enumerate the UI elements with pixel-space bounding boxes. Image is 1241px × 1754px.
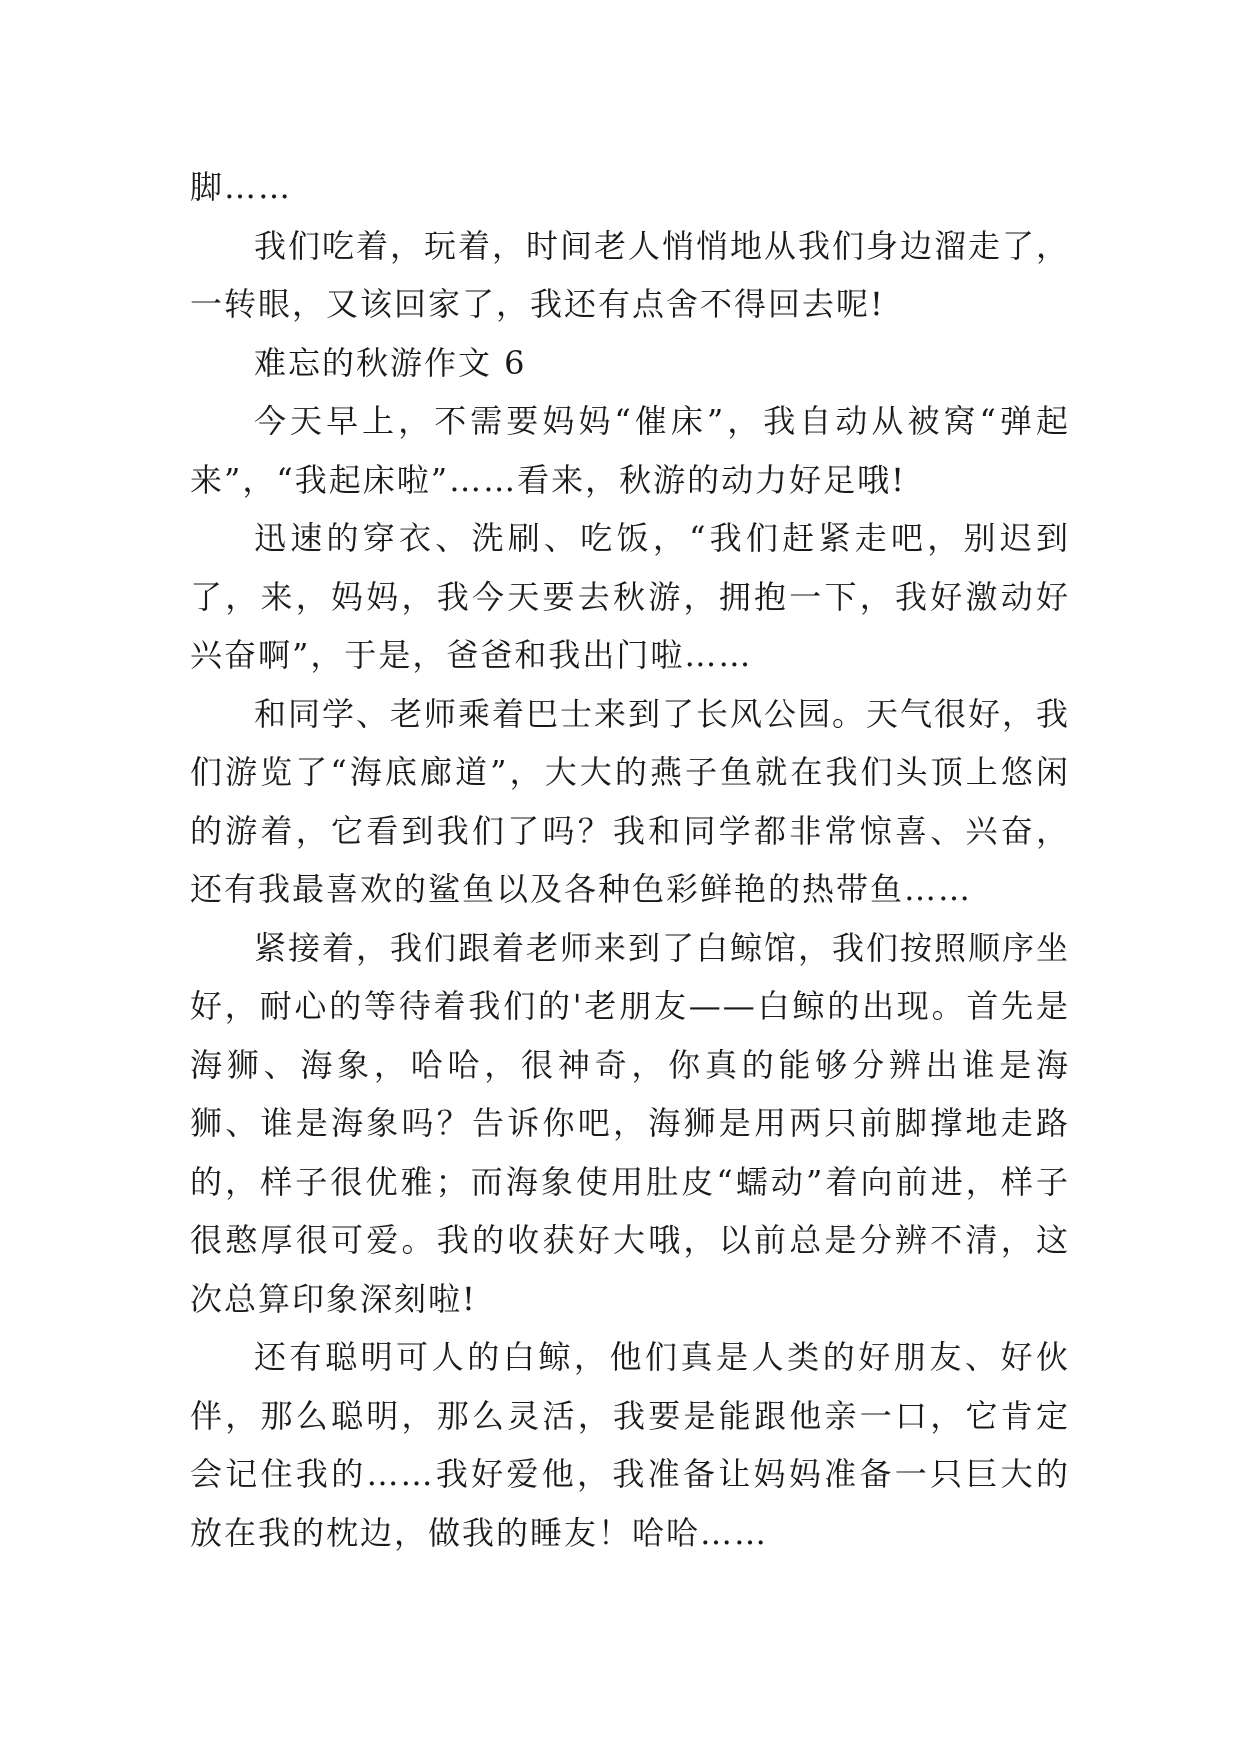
paragraph: 脚…… [190, 168, 293, 206]
document-body [190, 158, 1070, 1562]
paragraph: 和同学、老师乘着巴士来到了长风公园。天气很好，我们游览了“海底廊道”，大大的燕子鱼就在我们头顶上悠闲的游着，它看到我们了吗？我和同学都非常惊喜、兴奋，还有我最喜欢的鲨鱼以及各种色彩鲜艳的热带鱼…… [190, 694, 1071, 908]
paragraph: 还有聪明可人的白鲸，他们真是人类的好朋友、好伙伴，那么聪明，那么灵活，我要是能跟他亲一口，它肯定会记住我的……我好爱他，我准备让妈妈准备一只巨大的放在我的枕边，做我的睡友！哈哈…… [190, 1338, 1070, 1552]
paragraph: 紧接着，我们跟着老师来到了白鲸馆，我们按照顺序坐好，耐心的等待着我们的'老朋友——白鲸的出现。首先是海狮、海象，哈哈，很神奇，你真的能够分辨出谁是海狮、谁是海象吗？告诉你吧，海狮是用两只前脚撑地走路的，样子很优雅；而海象使用肚皮“蠕动”着向前进，样子很憨厚很可爱。我的收获好大哦，以前总是分辨不清，这次总算印象深刻啦! [190, 928, 1071, 1318]
paragraph: 今天早上，不需要妈妈“催床”，我自动从被窝“弹起来”，“我起床啦”……看来，秋游的动力好足哦! [190, 402, 1070, 499]
paragraph: 我们吃着，玩着，时间老人悄悄地从我们身边溜走了，一转眼，又该回家了，我还有点舍不得回去呢! [190, 226, 1071, 323]
section-heading: 难忘的秋游作文 6 [254, 343, 527, 382]
paragraph: 迅速的穿衣、洗刷、吃饭，“我们赶紧走吧，别迟到了，来，妈妈，我今天要去秋游，拥抱一下，我好激动好兴奋啊”，于是，爸爸和我出门啦…… [190, 519, 1070, 674]
